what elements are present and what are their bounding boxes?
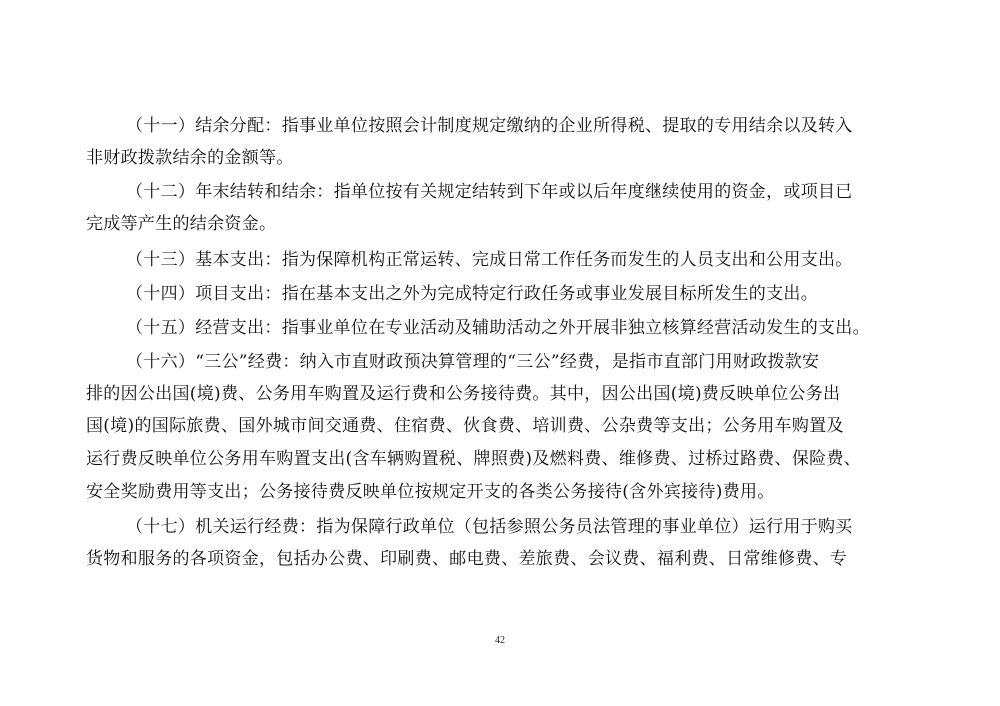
paragraph-12-line-2: 完成等产生的结余资金。 [86,214,277,234]
paragraph-16-line-2: 排的因公出国(境)费、公务用车购置及运行费和公务接待费。其中，因公出国(境)费反映单位公务出 [86,384,841,404]
paragraph-11-line-1: （十一）结余分配：指事业单位按照会计制度规定缴纳的企业所得税、提取的专用结余以及转入 [126,116,853,136]
paragraph-17-line-1: （十七）机关运行经费：指为保障行政单位（包括参照公务员法管理的事业单位）运行用于购买 [126,517,853,537]
paragraph-14-line-1: （十四）项目支出：指在基本支出之外为完成特定行政任务或事业发展目标所发生的支出。 [126,284,818,304]
paragraph-16-line-1: （十六）“三公”经费：纳入市直财政预决算管理的“三公”经费，是指市直部门用财政拨款安 [126,352,820,372]
paragraph-15-line-1: （十五）经营支出：指事业单位在专业活动及辅助活动之外开展非独立核算经营活动发生的支出。 [126,318,870,338]
paragraph-12-line-1: （十二）年末结转和结余：指单位按有关规定结转到下年或以后年度继续使用的资金，或项目已 [126,182,853,202]
paragraph-17-line-2: 货物和服务的各项资金，包括办公费、印刷费、邮电费、差旅费、会议费、福利费、日常维修费、专 [86,549,848,569]
paragraph-16-line-4: 运行费反映单位公务用车购置支出(含车辆购置税、牌照费)及燃料费、维修费、过桥过路费、保险费、 [86,449,862,469]
paragraph-13-line-1: （十三）基本支出：指为保障机构正常运转、完成日常工作任务而发生的人员支出和公用支出。 [126,250,853,270]
paragraph-16-line-5: 安全奖励费用等支出；公务接待费反映单位按规定开支的各类公务接待(含外宾接待)费用。 [86,482,775,502]
page-number: 42 [495,635,505,646]
paragraph-11-line-2: 非财政拨款结余的金额等。 [86,148,294,168]
paragraph-16-line-3: 国(境)的国际旅费、国外城市间交通费、住宿费、伙食费、培训费、公杂费等支出；公务用车购置及 [86,416,844,436]
